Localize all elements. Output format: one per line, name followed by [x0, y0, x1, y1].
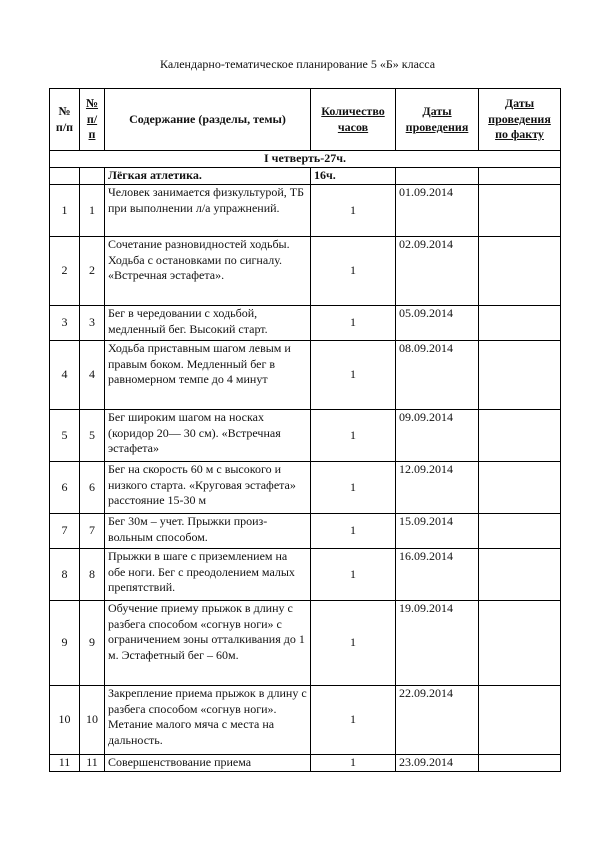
lesson-date: 19.09.2014: [396, 601, 479, 686]
lesson-date: 15.09.2014: [396, 514, 479, 549]
header-lesson-num: № п/ п: [80, 89, 105, 151]
lesson-date: 12.09.2014: [396, 462, 479, 514]
lesson-content: Человек занимается физкультурой, ТБ при выполнении л/а упражнений.: [105, 185, 311, 237]
lesson-date: 23.09.2014: [396, 755, 479, 772]
lesson-number: 9: [80, 601, 105, 686]
lesson-hours: 1: [311, 755, 396, 772]
lesson-hours: 1: [311, 462, 396, 514]
lesson-hours: 1: [311, 514, 396, 549]
row-number: 7: [50, 514, 80, 549]
lesson-hours: 1: [311, 306, 396, 341]
table-header-row: [50, 89, 561, 151]
section-num-cell: [50, 168, 80, 185]
lesson-hours: 1: [311, 185, 396, 237]
lesson-content: Бег широким шагом на носках (коридор 20— 30 см). «Встречная эстафета»: [105, 410, 311, 462]
lesson-number: 7: [80, 514, 105, 549]
lesson-hours: 1: [311, 237, 396, 306]
lesson-number: 8: [80, 549, 105, 601]
table-row: [50, 185, 561, 237]
lesson-actual-date: [479, 185, 561, 237]
lesson-date: 05.09.2014: [396, 306, 479, 341]
table-row: [50, 601, 561, 686]
lesson-actual-date: [479, 686, 561, 755]
lesson-actual-date: [479, 306, 561, 341]
lesson-content: Обучение приему прыжок в длину с разбега способом «согнув ноги» с ограничением зоны отталкивания до 1 м. Эстафетный бег – 60м.: [105, 601, 311, 686]
lesson-number: 1: [80, 185, 105, 237]
lesson-date: 16.09.2014: [396, 549, 479, 601]
lesson-actual-date: [479, 514, 561, 549]
section-lesson-cell: [80, 168, 105, 185]
table-row: [50, 755, 561, 772]
row-number: 2: [50, 237, 80, 306]
header-dates-planned: Даты проведения: [396, 89, 479, 151]
section-title: Лёгкая атлетика.: [105, 168, 311, 185]
header-dates-actual: Даты проведения по факту: [479, 89, 561, 151]
table-row: [50, 462, 561, 514]
table-row: [50, 306, 561, 341]
lesson-hours: 1: [311, 686, 396, 755]
table-row: [50, 341, 561, 410]
lesson-hours: 1: [311, 410, 396, 462]
header-content: Содержание (разделы, темы): [105, 89, 311, 151]
table-row: [50, 514, 561, 549]
lesson-hours: 1: [311, 601, 396, 686]
section-actual-cell: [479, 168, 561, 185]
page-title: Календарно-тематическое планирование 5 «Б» класса: [159, 57, 436, 71]
row-number: 11: [50, 755, 80, 772]
plan-table: [49, 88, 561, 772]
quarter-row: [50, 151, 561, 168]
lesson-actual-date: [479, 410, 561, 462]
section-date-cell: [396, 168, 479, 185]
lesson-content: Бег на скорость 60 м с высокого и низкого старта. «Круговая эстафета» расстояние 15-30 м: [105, 462, 311, 514]
header-num: № п/п: [50, 89, 80, 151]
lesson-hours: 1: [311, 549, 396, 601]
lesson-actual-date: [479, 755, 561, 772]
lesson-content: Сочетание разновидностей ходьбы. Ходьба с остановками по сигналу. «Встречная эстафета».: [105, 237, 311, 306]
row-number: 6: [50, 462, 80, 514]
lesson-date: 02.09.2014: [396, 237, 479, 306]
lesson-number: 3: [80, 306, 105, 341]
lesson-number: 6: [80, 462, 105, 514]
lesson-content: Прыжки в шаге с приземлением на обе ноги. Бег с преодолением малых препятствий.: [105, 549, 311, 601]
lesson-date: 22.09.2014: [396, 686, 479, 755]
lesson-content: Закрепление приема прыжок в длину с разбега способом «согнув ноги». Метание малого мяча с места на дальность.: [105, 686, 311, 755]
lesson-actual-date: [479, 462, 561, 514]
lesson-number: 5: [80, 410, 105, 462]
lesson-content: Совершенствование приема: [105, 755, 311, 772]
lesson-actual-date: [479, 601, 561, 686]
lesson-actual-date: [479, 341, 561, 410]
row-number: 5: [50, 410, 80, 462]
row-number: 1: [50, 185, 80, 237]
lesson-actual-date: [479, 549, 561, 601]
table-row: [50, 686, 561, 755]
row-number: 4: [50, 341, 80, 410]
lesson-actual-date: [479, 237, 561, 306]
row-number: 8: [50, 549, 80, 601]
lesson-date: 08.09.2014: [396, 341, 479, 410]
lesson-content: Ходьба приставным шагом левым и правым боком. Медленный бег в равномерном темпе до 4 минут: [105, 341, 311, 410]
lesson-date: 09.09.2014: [396, 410, 479, 462]
lesson-number: 2: [80, 237, 105, 306]
table-row: [50, 410, 561, 462]
section-hours: 16ч.: [311, 168, 396, 185]
lesson-content: Бег в чередовании с ходьбой, медленный бег. Высокий старт.: [105, 306, 311, 341]
table-row: [50, 237, 561, 306]
row-number: 3: [50, 306, 80, 341]
row-number: 9: [50, 601, 80, 686]
lesson-number: 10: [80, 686, 105, 755]
row-number: 10: [50, 686, 80, 755]
lesson-hours: 1: [311, 341, 396, 410]
lesson-content: Бег 30м – учет. Прыжки произ-вольным способом.: [105, 514, 311, 549]
quarter-label: I четверть-27ч.: [50, 151, 561, 168]
section-row: [50, 168, 561, 185]
header-hours: Количество часов: [311, 89, 396, 151]
lesson-date: 01.09.2014: [396, 185, 479, 237]
lesson-number: 11: [80, 755, 105, 772]
lesson-number: 4: [80, 341, 105, 410]
table-row: [50, 549, 561, 601]
